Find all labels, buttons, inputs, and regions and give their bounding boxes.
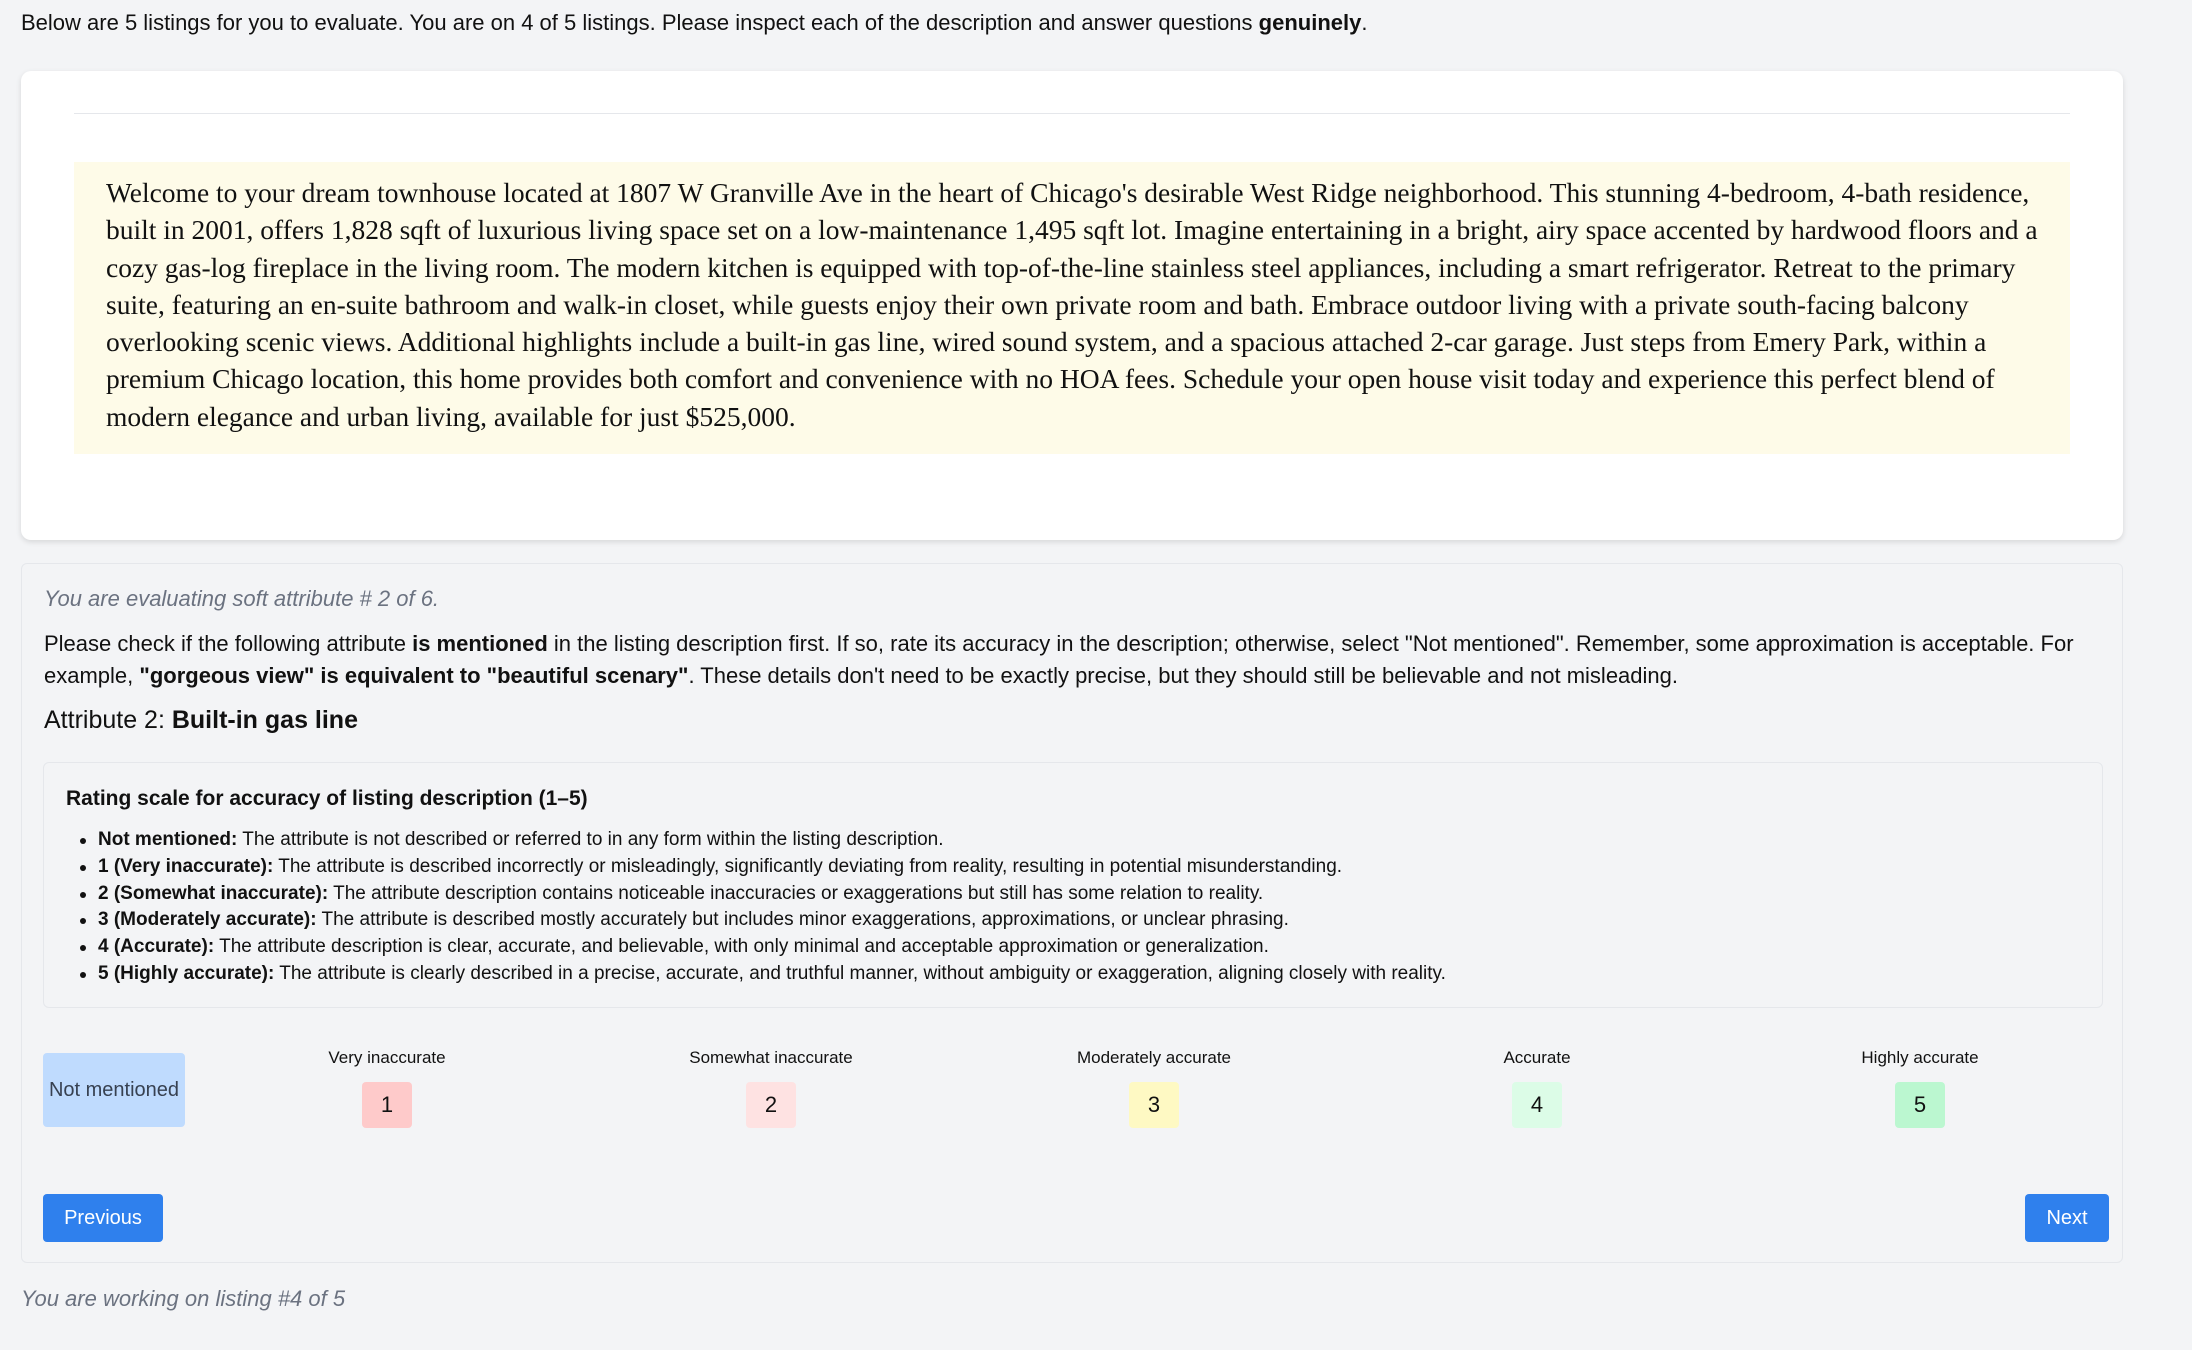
instructions-part3: . These details don't need to be exactly precise, but they should still be believable and not misleading. bbox=[688, 663, 1678, 688]
scale-item-term: 5 (Highly accurate): bbox=[98, 962, 275, 984]
rating-option-5 bbox=[1790, 1046, 2050, 1128]
listing-progress: You are working on listing #4 of 5 bbox=[21, 1286, 346, 1311]
attribute-progress: You are evaluating soft attribute # 2 of 6. bbox=[44, 586, 440, 611]
scale-item-3 bbox=[66, 907, 1446, 934]
rating-button-2[interactable]: 2 bbox=[746, 1082, 796, 1128]
scale-item-term: 1 (Very inaccurate): bbox=[98, 855, 274, 877]
rating-button-1[interactable]: 1 bbox=[362, 1082, 412, 1128]
rating-option-2 bbox=[641, 1046, 901, 1128]
rating-label: Highly accurate bbox=[1861, 1048, 1979, 1067]
instructions-part1: Please check if the following attribute bbox=[44, 631, 413, 656]
rating-option-4 bbox=[1407, 1046, 1667, 1128]
attribute-prefix: Attribute 2: bbox=[44, 706, 172, 734]
intro-text bbox=[21, 8, 1367, 38]
instructions-bold2: "gorgeous view" is equivalent to "beautiful scenary" bbox=[139, 663, 689, 688]
attribute-name: Built-in gas line bbox=[171, 706, 358, 734]
scale-item-text: The attribute is described incorrectly or misleadingly, significantly deviating from reality, resulting in potential misunderstanding. bbox=[273, 855, 1343, 877]
scale-item-term: 4 (Accurate): bbox=[98, 936, 215, 958]
rating-label: Moderately accurate bbox=[1076, 1048, 1232, 1067]
rating-option-3 bbox=[1024, 1046, 1284, 1128]
scale-item-4 bbox=[66, 934, 1446, 961]
rating-label: Somewhat inaccurate bbox=[689, 1048, 853, 1067]
evaluation-card bbox=[21, 563, 2123, 1263]
rating-button-4[interactable]: 4 bbox=[1512, 1082, 1562, 1128]
rating-button-3[interactable]: 3 bbox=[1129, 1082, 1179, 1128]
instructions-bold1: is mentioned bbox=[412, 631, 548, 656]
scale-item-text: The attribute is not described or referred to in any form within the listing description. bbox=[237, 829, 944, 850]
listing-divider bbox=[74, 113, 2070, 114]
listing-description: Welcome to your dream townhouse located at 1807 W Granville Ave in the heart of Chicago's desirable West Ridge neighborhood. This stunning 4-bedroom, 4-bath residence, built in 2001, offers 1,828 sqft of luxurious living space set on a low-maintenance 1,495 sqft lot. Imagine entertaining in a bright, airy space accented by hardwood floors and a cozy gas-log fireplace in the living room. The modern kitchen is equipped with top-of-the-line stainless steel appliances, including a smart refrigerator. Retreat to the primary suite, featuring an en-suite bathroom and walk-in closet, while guests enjoy their own private room and bath. Embrace outdoor living with a private south-facing balcony overlooking scenic views. Additional highlights include a built-in gas line, wired sound system, and a spacious attached 2-car garage. Just steps from Emery Park, within a premium Chicago location, this home provides both comfort and convenience with no HOA fees. Schedule your open house visit today and experience this perfect blend of modern elegance and urban living, available for just $525,000. bbox=[74, 162, 2070, 454]
intro-suffix: . bbox=[1361, 10, 1368, 35]
intro-emphasis: genuinely bbox=[1258, 10, 1362, 35]
instructions-part2: in the listing description first. If so, rate its accuracy in the description; otherwise, select "Not mentioned". Remember, some approximation is acceptable. For example, bbox=[44, 631, 2074, 688]
rating-scale-box bbox=[43, 762, 2103, 1008]
rating-scale-title: Rating scale for accuracy of listing description (1–5) bbox=[66, 787, 588, 810]
scale-item-term: 2 (Somewhat inaccurate): bbox=[98, 882, 329, 904]
scale-item-2 bbox=[66, 881, 1446, 908]
scale-item-term: 3 (Moderately accurate): bbox=[98, 909, 317, 931]
next-button[interactable]: Next bbox=[2025, 1194, 2109, 1242]
scale-item-text: The attribute description is clear, accurate, and believable, with only minimal and acceptable approximation or generalization. bbox=[214, 936, 1269, 958]
scale-item-not-mentioned bbox=[66, 827, 1446, 854]
scale-item-1 bbox=[66, 854, 1446, 881]
attribute-heading bbox=[44, 706, 358, 735]
rating-scale-list bbox=[66, 827, 1446, 988]
scale-item-text: The attribute description contains noticeable inaccuracies or exaggerations but still has some relation to reality. bbox=[328, 882, 1264, 904]
rating-option-1 bbox=[257, 1046, 517, 1128]
instructions bbox=[44, 628, 2084, 692]
rating-label: Very inaccurate bbox=[328, 1048, 446, 1067]
intro-prefix: Below are 5 listings for you to evaluate. You are on 4 of 5 listings. Please inspect each of the description and answer questions bbox=[21, 10, 1259, 35]
scale-item-text: The attribute is clearly described in a precise, accurate, and truthful manner, without ambiguity or exaggeration, aligning closely with reality. bbox=[274, 962, 1446, 984]
scale-item-term: Not mentioned: bbox=[98, 829, 238, 850]
rating-label: Accurate bbox=[1503, 1048, 1571, 1067]
previous-button[interactable]: Previous bbox=[43, 1194, 163, 1242]
rating-button-5[interactable]: 5 bbox=[1895, 1082, 1945, 1128]
scale-item-5 bbox=[66, 961, 1446, 988]
scale-item-text: The attribute is described mostly accurately but includes minor exaggerations, approximations, or unclear phrasing. bbox=[316, 909, 1289, 931]
not-mentioned-button[interactable]: Not mentioned bbox=[43, 1053, 185, 1127]
listing-card bbox=[21, 71, 2123, 540]
